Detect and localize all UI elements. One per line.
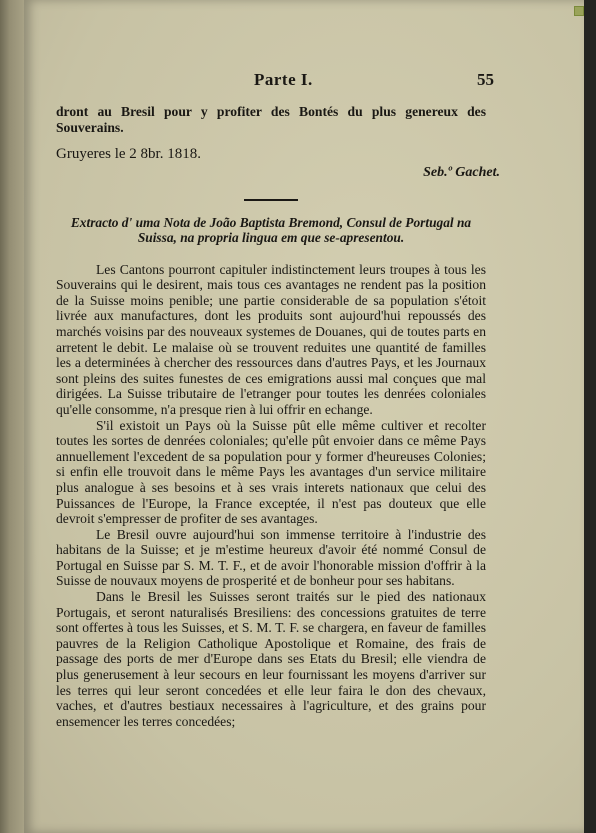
paragraph: S'il existoit un Pays où la Suisse pût elle même cultiver et recolter toutes les sortes de denrées coloniales; qu'elle pût envoier dans ce même Pays annuellement l'excedent de sa population pour y former d'heureuses Colonies; si enfin elle trouvoit dans le même Pays les avantages d'un service militaire plus analogue à ses besoins et à ses vrais interets nationaux que celui des Puissances de l'Europe, la France exceptée, il n'est pas douteux que elle devroit s'empresser de profiter de ses avantages. [56,417,486,527]
extract-title: Extracto d' uma Nota de João Baptista Bremond, Consul de Portugal na Suissa, na propria lingua em que se-apresentou. [70,214,472,246]
page-margin-shadow [584,0,596,833]
facing-page-edge [0,0,24,833]
color-calibration-mark [574,6,584,16]
body-text [56,262,486,730]
section-title: Parte I. [254,70,313,89]
page-number: 55 [477,70,494,89]
signature: Seb.º Gachet. [423,165,500,181]
running-header [56,70,494,98]
paragraph: Les Cantons pourront capituler indistinctement leurs troupes à tous les Souverains qui le desirent, mais tous ces avantages ne rendent pas la position de la Suisse moins penible; une partie considerable de sa population s'étoit livrée aux manufactures, dont les produits sont aujourd'hui repoussés des marchés voisins par des nouveaux systemes de Douanes, qui de toutes parts en arretent le debit. Le malaise où se trouvent reduites une quantité de familles les a determinées à chercher des ressources dans d'autres Pays, et les Journaux sont pleins des suites funestes de ces emigrations aussi mal conçues que mal dirigées. La Suisse tributaire de l'etranger pour toutes les denrées coloniales qu'elle consomme, n'a presque rien à lui offrir en echange. [56,261,486,417]
paragraph: Dans le Bresil les Suisses seront traités sur le pied des nationaux Portugais, et seront naturalisés Bresiliens: des concessions gratuites de terre sont offertes à tous les Suisses, et S. M. T. F. se chargera, en faveur de familles pauvres de la Religion Catholique Apostolique et Romaine, des frais de passage des ports de mer d'Europe dans ses Etats du Bresil; elle viendra de plus generusement à leur secours en leur fournissant les moyens d'arriver sur les terres qui leur seront concedées et elle leur faira le don des chevaux, vaches, et d'autres bestiaux necessaires à l'agriculture, et des grains pour ensemencer les terres concedées; [56,589,486,729]
page-text-block [56,70,500,729]
dateline: Gruyeres le 2 8br. 1818. [56,146,201,163]
section-divider [244,199,298,201]
paragraph: Le Bresil ouvre aujourd'hui son immense territoire à l'industrie des habitans de la Suisse; et je m'estime heureux d'avoir été nommé Consul de Portugal en Suisse par S. M. T. F., et de avoir l'honorable mission d'offrir à la Suisse de nouvaux moyens de prosperité et de bonheur pour ses habitans. [56,526,486,589]
continuation-text: dront au Bresil pour y profiter des Bontés du plus genereux des Souverains. [56,104,486,135]
